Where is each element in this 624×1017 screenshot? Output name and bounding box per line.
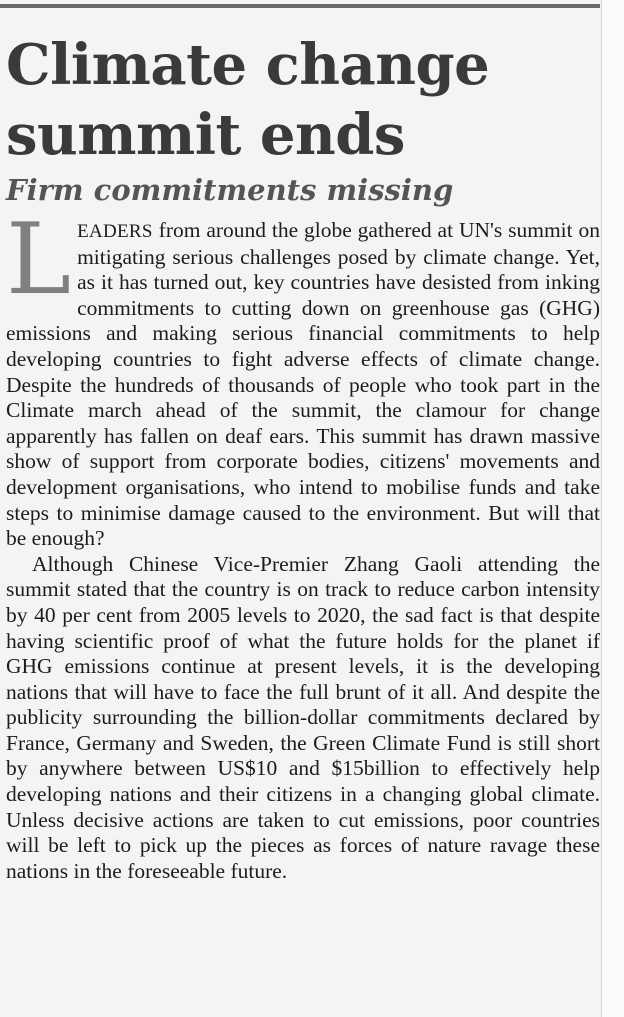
headline: Climate change summit ends	[6, 32, 490, 168]
top-rule	[0, 4, 600, 8]
article	[6, 30, 600, 884]
lead-in: EADERS	[77, 221, 153, 242]
article-body	[6, 203, 600, 884]
page-edge	[601, 0, 624, 1017]
paragraph-1	[6, 203, 600, 552]
drop-cap: L	[6, 203, 72, 317]
paragraph-2: Although Chinese Vice-Premier Zhang Gaoli attending the summit stated that the country is on track to reduce carbon intensity by 40 per cent from 2005 levels to 2020, the sad fact is that despite having scientific proof of what the future holds for the planet if GHG emissions continue at present levels, it is the developing nations that will have to face the full brunt of it all. And despite the publicity surrounding the billion-dollar commitments declared by France, Germany and Sweden, the Green Climate Fund is still short by anywhere between US$10 and $15billion to effectively help developing nations and their citizens in a changing global climate. Unless decisive actions are taken to cut emissions, poor countries will be left to pick up the pieces as forces of nature ravage these nations in the foreseeable future.	[6, 551, 600, 883]
subhead: Firm commitments missing	[6, 173, 454, 207]
paragraph-1-text: from around the globe gathered at UN's summit on mitigating serious challenges posed by climate change. Yet, as it has turned out, key countries have desisted from inking commitments to cutting down on greenhouse gas (GHG) emissions and making serious financial commitments to help developing countries to fight adverse effects of climate change. Despite the hundreds of thousands of people who took part in the Climate march ahead of the summit, the clamour for change apparently has fallen on deaf ears. This summit has drawn massive show of support from corporate bodies, citizens' movements and development organisations, who intend to mobilise funds and take steps to minimise damage caused to the environment. But will that be enough?	[6, 218, 600, 551]
